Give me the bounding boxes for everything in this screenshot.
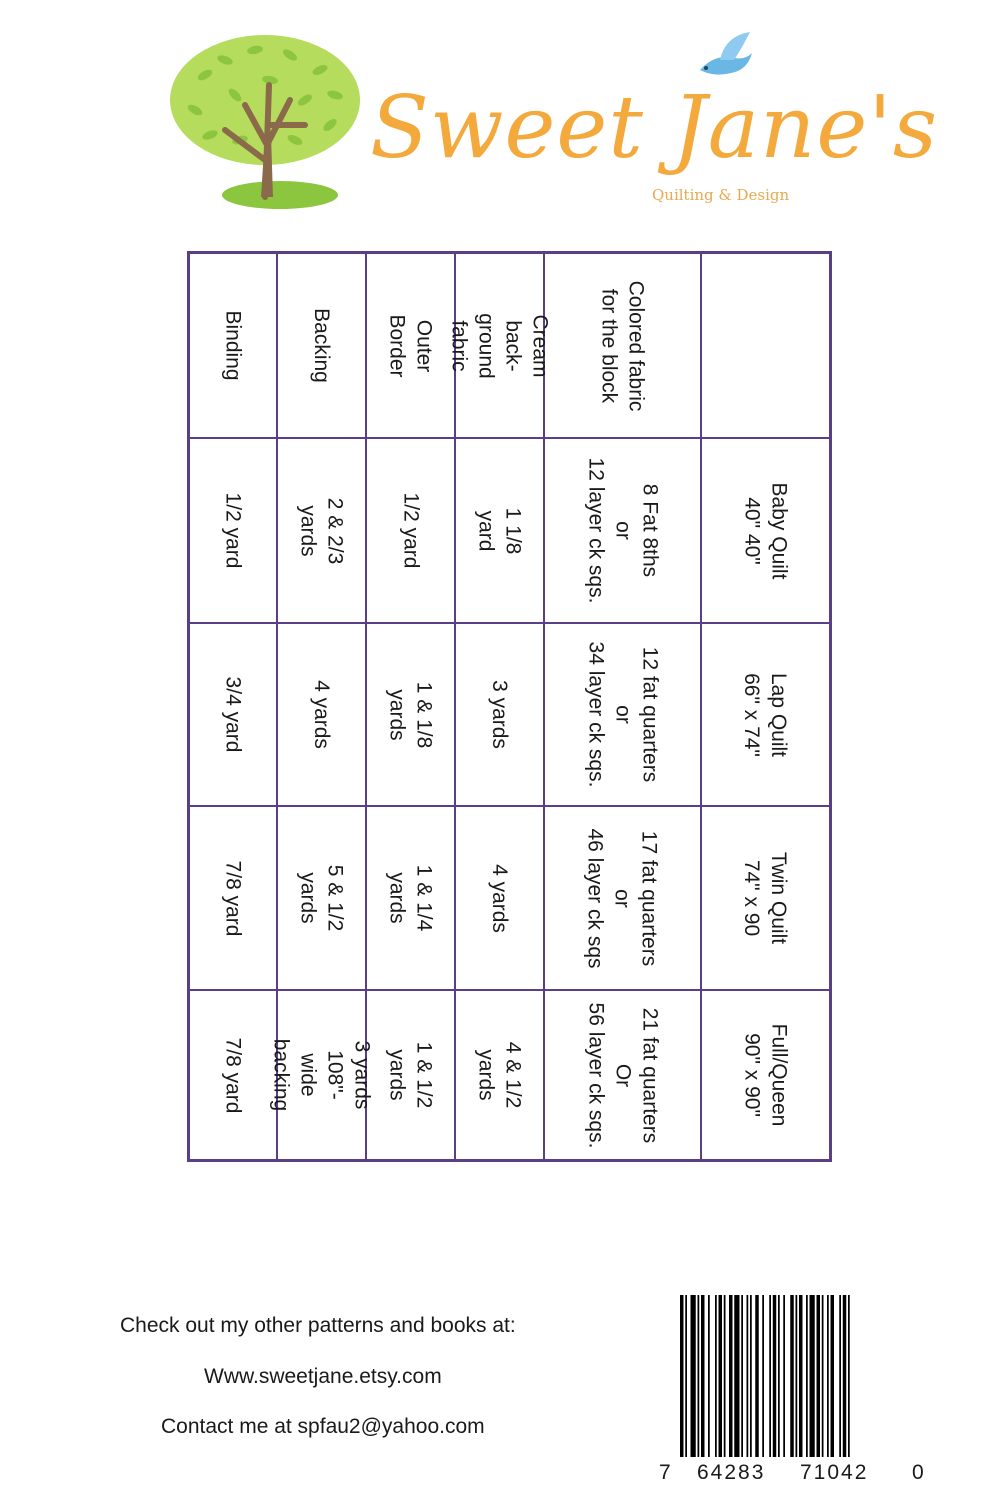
barcode-bar <box>783 1295 785 1457</box>
barcode-bar <box>750 1295 752 1457</box>
barcode-bar <box>806 1295 808 1457</box>
brand-name: Sweet Jane's <box>370 78 939 178</box>
table-cell: 8 Fat 8ths or 12 layer ck sqs. <box>584 457 661 604</box>
table-cell: 3 yards 108"- wide backing <box>269 1038 374 1112</box>
table-cell: 17 fat quarters or 46 layer ck sqs <box>584 827 661 969</box>
table-cell: 7/8 yard <box>221 1037 245 1113</box>
barcode-bar <box>831 1295 835 1457</box>
barcode <box>680 1295 908 1457</box>
table-cell: 1 1/8 yard <box>474 507 525 554</box>
barcode-bar <box>741 1295 743 1457</box>
brand-subtitle: Quilting & Design <box>652 186 790 204</box>
barcode-bar <box>762 1295 764 1457</box>
barcode-bar <box>719 1295 723 1457</box>
table-cell: 1 & 1/4 yards <box>385 864 436 932</box>
barcode-bar <box>729 1295 733 1457</box>
table-cell: 1/2 yard <box>221 492 245 569</box>
barcode-bar <box>817 1295 821 1457</box>
row-header-colored-fabric: Colored fabric for the block <box>597 280 648 411</box>
column-header-twin-quilt: Twin Quilt 74" x 90 <box>740 851 791 945</box>
row-header-outer-border: Outer Border <box>385 313 436 378</box>
column-header-baby-quilt: Baby Quilt 40" 40" <box>740 482 791 579</box>
barcode-bar <box>685 1295 687 1457</box>
barcode-bar <box>680 1295 684 1457</box>
barcode-bar <box>747 1295 749 1457</box>
table-cell: 2 & 2/3 yards <box>296 497 347 564</box>
table-cell: 12 fat quarters or 34 layer ck sqs. <box>584 641 661 788</box>
barcode-bar <box>839 1295 841 1457</box>
barcode-digit-last: 0 <box>912 1461 924 1484</box>
footer-contact-email[interactable]: Contact me at spfau2@yahoo.com <box>161 1415 485 1438</box>
barcode-bar <box>698 1295 700 1457</box>
barcode-bar <box>843 1295 847 1457</box>
column-header-lap-quilt: Lap Quilt 66" x 74" <box>740 672 791 757</box>
table-cell: 21 fat quarters Or 56 layer ck sqs. <box>584 1002 661 1148</box>
barcode-bar <box>773 1295 777 1457</box>
row-header-cream-background: Cream back- ground fabric <box>447 312 552 379</box>
barcode-bar <box>796 1295 798 1457</box>
barcode-digits-right: 71042 <box>800 1461 869 1484</box>
barcode-bar <box>691 1295 696 1457</box>
column-header-full-queen: Full/Queen 90" x 90" <box>740 1023 791 1127</box>
barcode-bar <box>810 1295 815 1457</box>
table-cell: 3 yards <box>488 680 511 749</box>
fabric-requirements-table <box>187 251 832 1162</box>
tree-icon <box>165 25 395 225</box>
barcode-bar <box>799 1295 803 1457</box>
table-cell: 5 & 1/2 yards <box>296 864 347 932</box>
barcode-bar <box>755 1295 759 1457</box>
table-cell: 4 yards <box>488 863 511 933</box>
barcode-bar <box>724 1295 726 1457</box>
barcode-bar <box>769 1295 771 1457</box>
barcode-bar <box>822 1295 824 1457</box>
table-corner-cell <box>702 254 829 437</box>
table-cell: 1 & 1/2 yards <box>385 1041 436 1109</box>
bird-icon <box>690 28 760 83</box>
brand-logo <box>0 0 1000 230</box>
table-cell: 7/8 yard <box>221 860 245 936</box>
row-header-backing: Backing <box>310 308 333 383</box>
table-cell: 4 yards <box>310 680 333 749</box>
table-cell: 1/2 yard <box>398 492 422 569</box>
barcode-digit-first: 7 <box>659 1461 671 1484</box>
barcode-bar <box>778 1295 780 1457</box>
table-cell: 3/4 yard <box>221 676 245 753</box>
row-header-binding: Binding <box>221 310 245 381</box>
barcode-bar <box>827 1295 829 1457</box>
barcode-bar <box>734 1295 739 1457</box>
table-cell: 4 & 1/2 yards <box>474 1041 525 1109</box>
barcode-bar <box>790 1295 794 1457</box>
footer-patterns-text: Check out my other patterns and books at: <box>120 1314 516 1337</box>
footer-website-link[interactable]: Www.sweetjane.etsy.com <box>204 1365 442 1388</box>
table-cell: 1 & 1/8 yards <box>385 681 436 748</box>
barcode-bar <box>708 1295 710 1457</box>
barcode-digits-left: 64283 <box>697 1461 766 1484</box>
barcode-bar <box>715 1295 717 1457</box>
barcode-bar <box>848 1295 850 1457</box>
barcode-bar <box>701 1295 705 1457</box>
